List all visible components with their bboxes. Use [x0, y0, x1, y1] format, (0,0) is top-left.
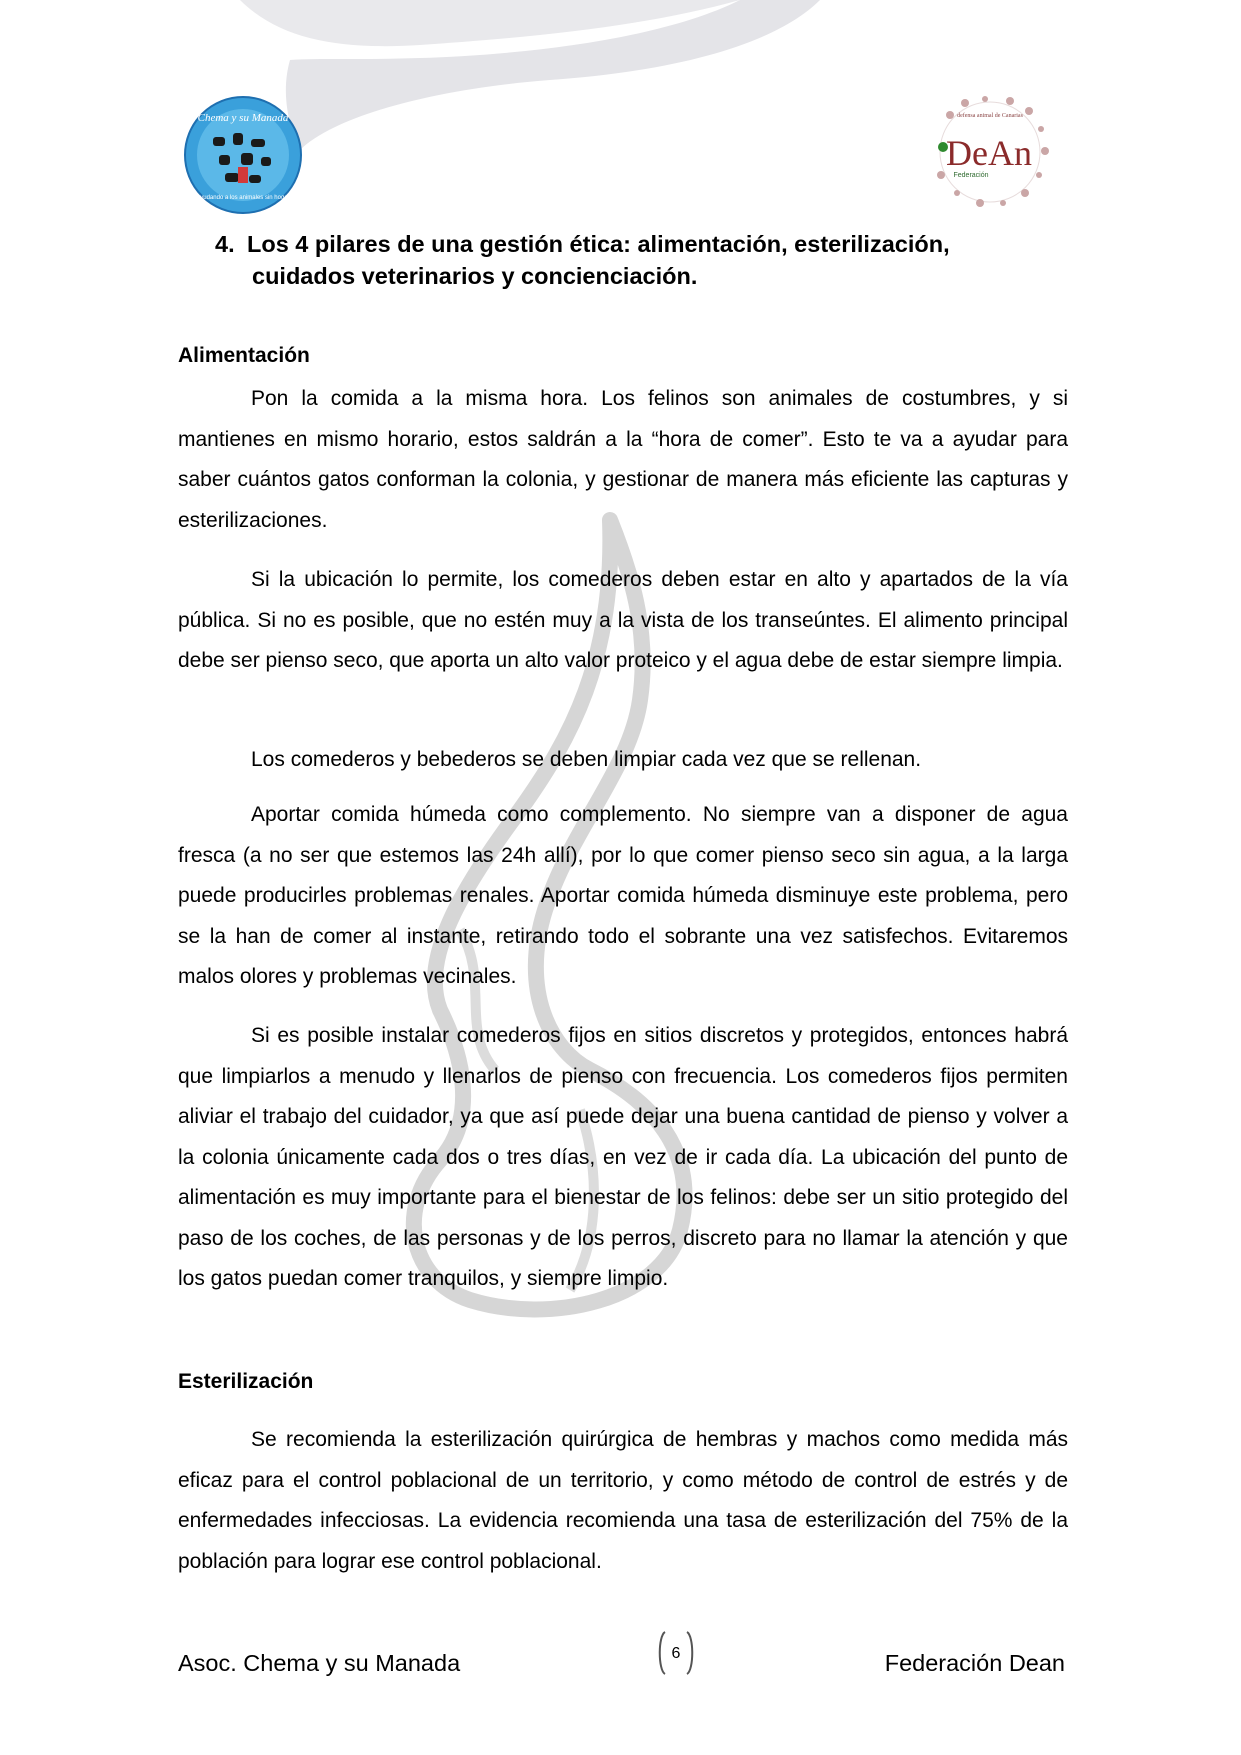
chema-logo	[183, 95, 303, 215]
footer-right-text: Federación Dean	[884, 1650, 1065, 1676]
footer-left-text: Asoc. Chema y su Manada	[178, 1650, 461, 1676]
paragraph: Los comederos y bebederos se deben limpiar cada vez que se rellenan.	[251, 748, 922, 771]
dean-logo-sub: Federación	[953, 172, 989, 179]
subheading-alimentacion: Alimentación	[178, 344, 310, 367]
paragraph: Si es posible instalar comederos fijos en sitios discretos y protegidos, entonces habrá que limpiarlos a menudo y llenarlos de pienso con frecuencia. Los comederos fijos permiten aliviar el trabajo del cuidador, ya que así puede dejar una buena cantidad de pienso y volver a la colonia únicamente cada dos o tres días, en vez de ir cada día. La ubicación del punto de alimentación es muy importante para el bienestar de los felinos: debe ser un sitio protegido del paso de los coches, de las personas y de los perros, discreto para no llamar la atención y que los gatos puedan comer tranquilos, y siempre limpio.	[178, 1024, 1068, 1290]
subheading-esterilizacion: Esterilización	[178, 1370, 314, 1393]
paragraph: Aportar comida húmeda como complemento. No siempre van a disponer de agua fresca (a no ser que estemos las 24h allí), por lo que comer pienso seco sin agua, a la larga puede producirles problemas renales. Aportar comida húmeda disminuye este problema, pero se la han de comer al instante, retirando todo el sobrante una vez satisfechos. Evitaremos malos olores y problemas vecinales.	[178, 803, 1068, 988]
heading-number: 4.	[215, 231, 235, 257]
page-number: 6	[671, 1645, 681, 1662]
paragraph: Se recomienda la esterilización quirúrgica de hembras y machos como medida más eficaz para el control poblacional de un territorio, y como método de control de estrés y de enfermedades infecciosas. La evidencia recomienda una tasa de esterilización del 75% de la población para lograr ese control poblacional.	[178, 1428, 1068, 1573]
chema-logo-tagline: Ayudando a los animales sin hogar	[196, 195, 290, 201]
heading-line-1: Los 4 pilares de una gestión ética: alimentación, esterilización,	[247, 231, 950, 257]
dean-logo-arc: defensa animal de Canarias	[957, 113, 1023, 119]
section-heading	[215, 228, 1075, 292]
paragraph: Pon la comida a la misma hora. Los felinos son animales de costumbres, y si mantienes en mismo horario, estos saldrán a la “hora de comer”. Esto te va a ayudar para saber cuántos gatos conforman la colonia, y gestionar de manera más eficiente las capturas y esterilizaciones.	[178, 387, 1068, 532]
header-decoration	[220, 0, 860, 160]
chema-logo-title: Chema y su Manada	[197, 112, 289, 124]
heading-line-2: cuidados veterinarios y concienciación.	[252, 263, 698, 289]
dean-logo	[925, 95, 1055, 210]
dean-logo-brand: DeAn	[946, 133, 1032, 173]
paragraph: Si la ubicación lo permite, los comederos deben estar en alto y apartados de la vía pública. Si no es posible, que no estén muy a la vista de los transeúntes. El alimento principal debe ser pienso seco, que aporta un alto valor proteico y el agua debe de estar siempre limpia.	[178, 568, 1068, 672]
page-number-badge	[655, 1628, 697, 1678]
